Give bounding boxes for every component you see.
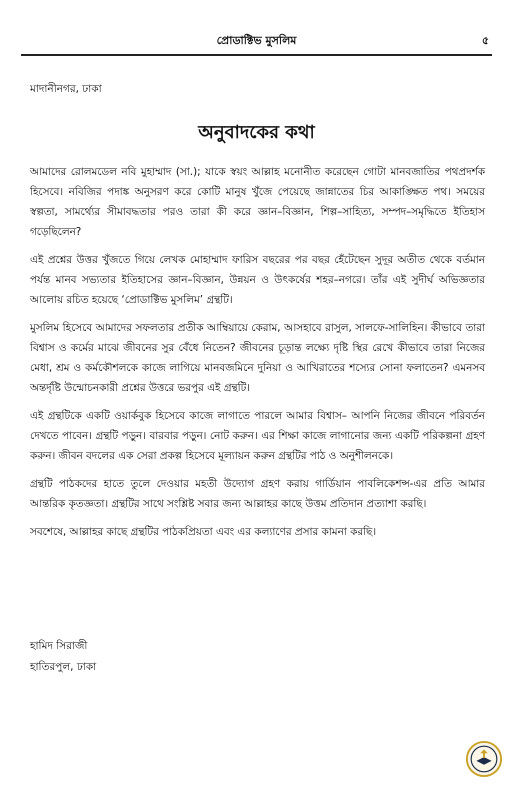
paragraph: সবশেষে, আল্লাহর কাছে গ্রন্থটির পাঠকপ্রিয়তা এবং এর কল্যাণের প্রসার কামনা করছি। bbox=[30, 526, 377, 538]
paragraph: এই প্রশ্নের উত্তর খুঁজতে গিয়ে লেখক মোহাম্মাদ ফারিস বছরের পর বছর হেঁটেছেন সুদূর অতীত থেকে বর্তমান পর্যন্ত মানব সভ্যতার ইতিহাসের জ্ঞান–বিজ্ঞান, উন্নয়ন ও উৎকর্ষের শহর–নগরে। তাঁর এই সুদীর্ঘ অভিজ্ঞতার আলোয় রচিত হয়েছে ‘প্রোডাক্টিভ মুসলিম’ গ্রন্থটি। bbox=[30, 254, 485, 306]
paragraph: মুসলিম হিসেবে আমাদের সফলতার প্রতীক আম্বিয়ায়ে কেরাম, আসহাবে রাসুল, সালফে-সালিহিন। কীভাবে তারা বিশ্বাস ও কর্মের মাঝে জীবনের সুর বেঁধে নিতেন? জীবনের চূড়ান্ত লক্ষ্যে দৃষ্টি স্থির রেখে কীভাবে তারা নিজের মেধা, শ্রম ও কর্মকৌশলকে কাজে লাগিয়ে মানবজমিনে দুনিয়া ও আখিরাতের শস্যের সোনা ফলাতেন? এমনসব অন্তর্দৃষ্টি উন্মোচনকারী প্রশ্নের উত্তরে ভরপুর এই গ্রন্থটি। bbox=[30, 322, 485, 394]
paragraph: আমাদের রোলমডেল নবি মুহাম্মাদ (সা.); যাকে স্বয়ং আল্লাহ মনোনীত করেছেন গোটা মানবজাতির পথপ্রদর্শক হিসেবে। নবিজির পদাঙ্ক অনুসরণ করে কোটি মানুষ খুঁজে পেয়েছে জান্নাতের চির আকাঙ্ক্ষিত পথ। সময়ের স্বল্পতা, সামর্থ্যের সীমাবদ্ধতার পরও তারা কী করে জ্ঞান–বিজ্ঞান, শিল্প–সাহিত্য, সম্পদ–সমৃদ্ধিতে ইতিহাস গড়েছিলেন? bbox=[30, 166, 485, 238]
header-rule bbox=[21, 54, 492, 56]
paragraph: গ্রন্থটি পাঠকদের হাতে তুলে দেওয়ার মহতী উদ্যোগ গ্রহণ করায় গার্ডিয়ান পাবলিকেশন্স-এর প্রতি আমার আন্তরিক কৃতজ্ঞতা। গ্রন্থটির সাথে সংশ্লিষ্ট সবার জন্য আল্লাহর কাছে উত্তম প্রতিদান প্রত্যাশা করছি। bbox=[30, 478, 485, 510]
translator-name: হামিদ সিরাজী bbox=[30, 640, 88, 652]
location-line: মাদানীনগর, ঢাকা bbox=[30, 83, 102, 95]
translator-place: হাতিরপুল, ঢাকা bbox=[30, 661, 97, 673]
signature-block bbox=[30, 636, 96, 678]
running-header bbox=[0, 30, 513, 52]
body-text bbox=[30, 162, 485, 550]
paragraph: এই গ্রন্থটিকে একটি ওয়ার্কবুক হিসেবে কাজে লাগাতে পারলে আমার বিশ্বাস– আপনি নিজের জীবনে পরিবর্তন দেখতে পাবেন। গ্রন্থটি পড়ুন। বারবার পড়ুন। নোট করুন। এর শিক্ষা কাজে লাগানোর জন্য একটি পরিকল্পনা গ্রহণ করুন। জীবন বদলের এক সেরা প্রকল্প হিসেবে মূল্যায়ন করুন গ্রন্থটির পাঠ ও অনুশীলনকে। bbox=[30, 410, 485, 462]
header-title: প্রোডাক্টিভ মুসলিম bbox=[216, 34, 297, 47]
publisher-seal-icon bbox=[465, 740, 503, 778]
page-number: ৫ bbox=[481, 34, 489, 47]
section-title: অনুবাদকের কথা bbox=[198, 122, 315, 143]
